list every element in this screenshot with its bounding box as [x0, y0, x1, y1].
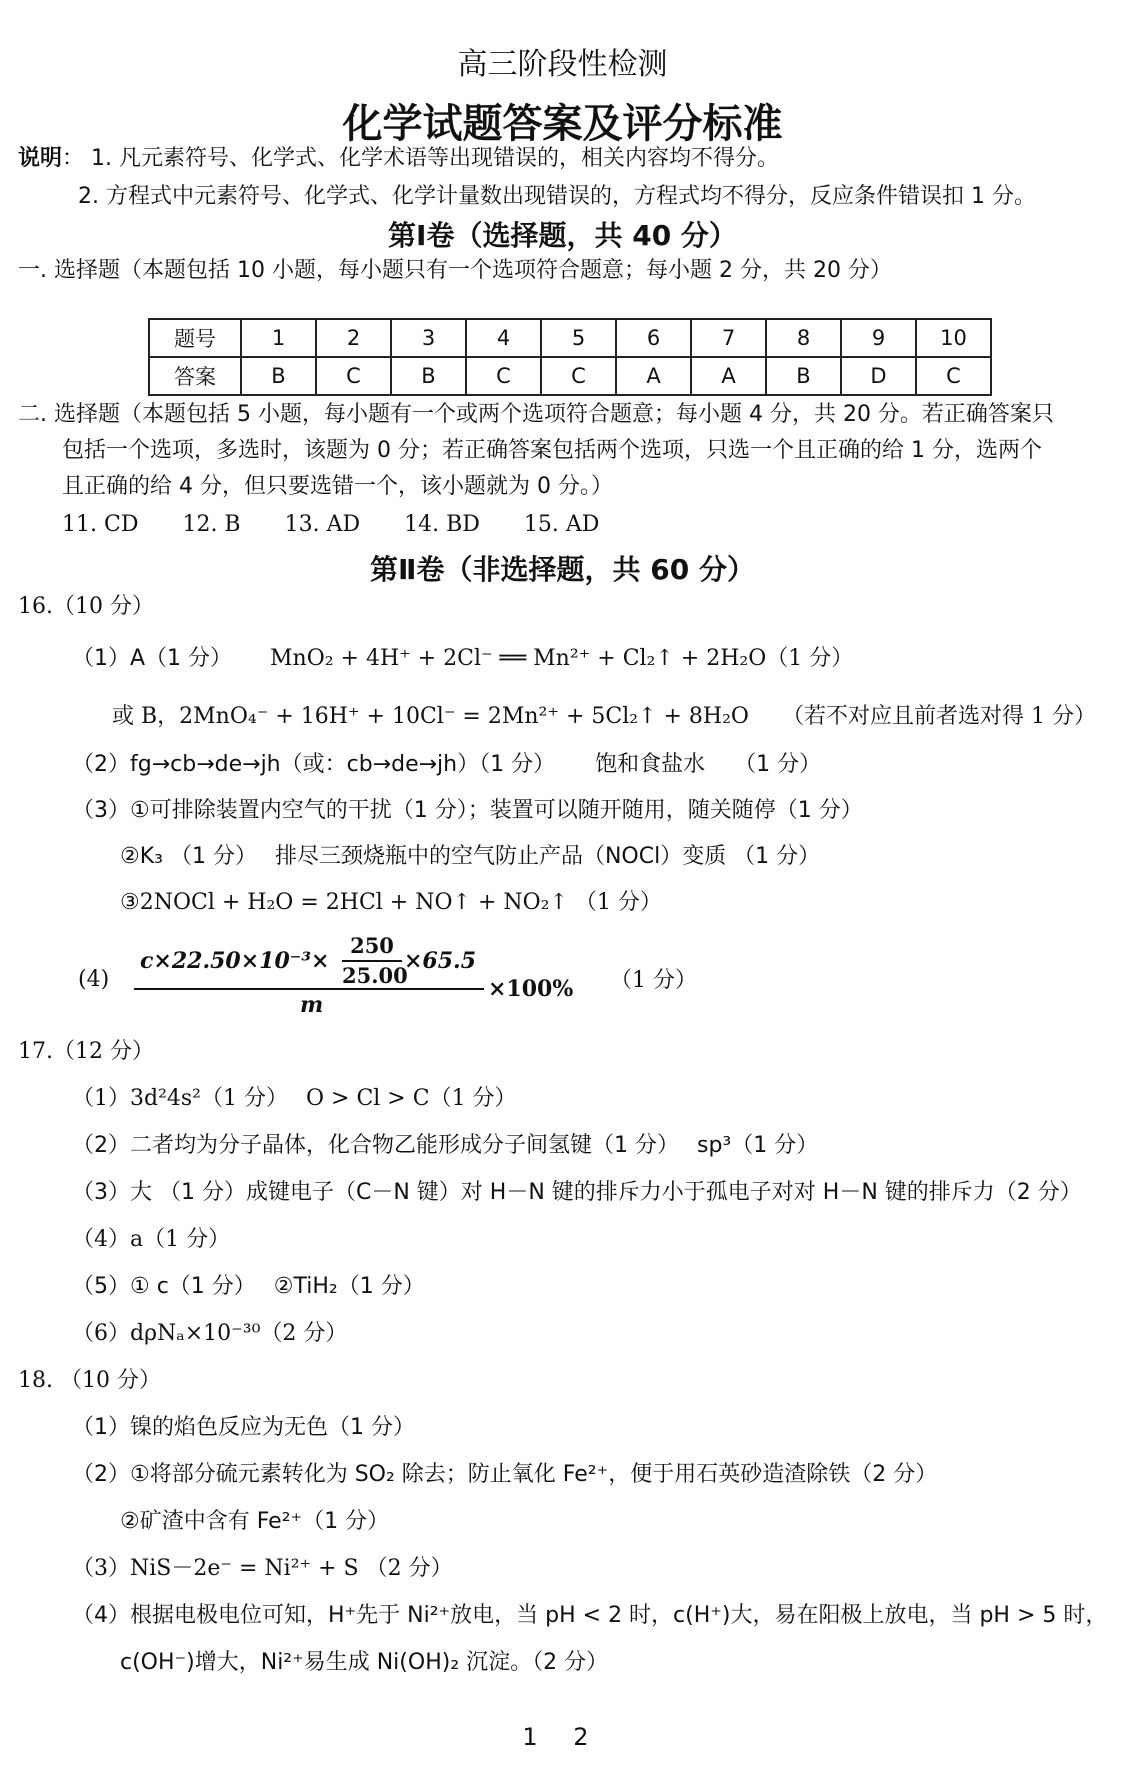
- q17-answer-4: （4）a（1 分）: [72, 1227, 231, 1252]
- answer-cell: B: [241, 357, 316, 395]
- question-number: 8: [766, 319, 841, 357]
- row-label: 答案: [149, 357, 241, 395]
- q16-answer-2: （2）fg→cb→de→jh（或：cb→de→jh）（1 分） 饱和食盐水 （1 分）: [72, 752, 822, 777]
- q18-answer-3: （3）NiS－2e⁻ = Ni²⁺ + S （2 分）: [72, 1556, 453, 1581]
- question-number: 2: [316, 319, 391, 357]
- q17-answer-1: （1）3d²4s²（1 分） O > Cl > C（1 分）: [72, 1086, 517, 1111]
- q17-answer-6: （6）dρNₐ×10⁻³⁰（2 分）: [72, 1321, 348, 1346]
- part1-title: 第Ⅰ卷（选择题，共 40 分）: [388, 219, 737, 252]
- notes-label: 说明: [18, 146, 63, 171]
- answer-cell: B: [766, 357, 841, 395]
- answer-cell: C: [466, 357, 541, 395]
- section1-description: 一. 选择题（本题包括 10 小题，每小题只有一个选项符合题意；每小题 2 分，共 20 分）: [18, 258, 892, 283]
- question-number: 3: [391, 319, 466, 357]
- table-row: [149, 357, 991, 395]
- q17-answer-2: （2）二者均为分子晶体，化合物乙能形成分子间氢键（1 分） sp³（1 分）: [72, 1133, 819, 1158]
- notes-line-1: 说明： 1. 凡元素符号、化学式、化学术语等出现错误的，相关内容均不得分。: [18, 146, 780, 171]
- formula-denominator: m: [300, 992, 324, 1018]
- q16-answer-3: （3）①可排除装置内空气的干扰（1 分）；装置可以随开随用，随关随停（1 分）: [72, 798, 863, 823]
- document-title: 化学试题答案及评分标准: [342, 101, 783, 147]
- notes-line-2: [78, 182, 1036, 212]
- q16-heading: 16.（10 分）: [18, 594, 154, 619]
- q18-heading: 18. （10 分）: [18, 1368, 161, 1393]
- q18-answer-2b: ②矿渣中含有 Fe²⁺（1 分）: [120, 1509, 390, 1534]
- formula-numerator: [140, 948, 329, 974]
- q16-answer-3b: ②K₃ （1 分） 排尽三颈烧瓶中的空气防止产品（NOCl）变质 （1 分）: [120, 844, 821, 869]
- formula-fraction-bar: [134, 988, 484, 990]
- page-number: 1 2: [522, 1723, 603, 1751]
- inner-fraction-top: 250: [342, 932, 402, 962]
- question-number: 9: [841, 319, 916, 357]
- note-item: 2. 方程式中元素符号、化学式、化学计量数出现错误的，方程式均不得分，反应条件错误扣 1 分。: [78, 184, 1036, 209]
- row-label: 题号: [149, 319, 241, 357]
- q17-answer-5: （5）① c（1 分） ②TiH₂（1 分）: [72, 1274, 425, 1299]
- section2-description-3: 且正确的给 4 分，但只要选错一个，该小题就为 0 分。）: [62, 474, 613, 499]
- answer-cell: C: [541, 357, 616, 395]
- answer-cell: C: [316, 357, 391, 395]
- answer-cell: D: [841, 357, 916, 395]
- answer-table: [148, 318, 992, 396]
- answer-cell: C: [916, 357, 991, 395]
- question-number: 7: [691, 319, 766, 357]
- q18-answer-4: （4）根据电极电位可知，H⁺先于 Ni²⁺放电，当 pH < 2 时，c(H⁺)大，易在阳极上放电，当 pH > 5 时，: [72, 1603, 1108, 1628]
- note-item: 1. 凡元素符号、化学式、化学术语等出现错误的，相关内容均不得分。: [91, 146, 780, 171]
- q16-part4-label: (4): [78, 967, 110, 992]
- inner-fraction-bottom: 25.00: [342, 963, 408, 988]
- section2-answers: 11. CD 12. B 13. AD 14. BD 15. AD: [62, 512, 600, 537]
- question-number: 10: [916, 319, 991, 357]
- formula-inner-fraction: [342, 932, 408, 990]
- q17-answer-3: （3）大 （1 分）成键电子（C－N 键）对 H－N 键的排斥力小于孤电子对对 H－N 键的排斥力（2 分）: [72, 1180, 1082, 1205]
- q16-part4-score: （1 分）: [610, 968, 697, 993]
- exam-title: 高三阶段性检测: [457, 47, 668, 82]
- section2-description-1: 二. 选择题（本题包括 5 小题，每小题有一个或两个选项符合题意；每小题 4 分，共 20 分。若正确答案只: [18, 402, 1054, 427]
- answer-cell: A: [691, 357, 766, 395]
- q16-answer-1a: （1）A（1 分）: [72, 646, 233, 671]
- q16-equation-2: 或 B，2MnO₄⁻ + 16H⁺ + 10Cl⁻ = 2Mn²⁺ + 5Cl₂↑ + 8H₂O （若不对应且前者选对得 1 分）: [112, 704, 1096, 729]
- part2-title: 第Ⅱ卷（非选择题，共 60 分）: [370, 553, 755, 586]
- answer-cell: B: [391, 357, 466, 395]
- q16-answer-3c: ③2NOCl + H₂O = 2HCl + NO↑ + NO₂↑ （1 分）: [120, 890, 662, 915]
- question-number: 6: [616, 319, 691, 357]
- q18-answer-1: （1）镍的焰色反应为无色（1 分）: [72, 1415, 415, 1440]
- formula-percent: ×100%: [488, 976, 574, 1002]
- question-number: 5: [541, 319, 616, 357]
- q16-equation-1: MnO₂ + 4H⁺ + 2Cl⁻ ══ Mn²⁺ + Cl₂↑ + 2H₂O（1 分）: [270, 646, 854, 671]
- q17-heading: 17.（12 分）: [18, 1039, 154, 1064]
- answer-cell: A: [616, 357, 691, 395]
- q18-answer-4b: c(OH⁻)增大，Ni²⁺易生成 Ni(OH)₂ 沉淀。（2 分）: [120, 1650, 609, 1675]
- q18-answer-2: （2）①将部分硫元素转化为 SO₂ 除去；防止氧化 Fe²⁺，便于用石英砂造渣除铁（2 分）: [72, 1462, 938, 1487]
- question-number: 4: [466, 319, 541, 357]
- formula-num-head: c×22.50×10⁻³×: [140, 948, 330, 974]
- section2-description-2: 包括一个选项，多选时，该题为 0 分；若正确答案包括两个选项，只选一个且正确的给 1 分，选两个: [62, 438, 1042, 463]
- table-row: [149, 319, 991, 357]
- question-number: 1: [241, 319, 316, 357]
- formula-num-tail: ×65.5: [404, 948, 477, 974]
